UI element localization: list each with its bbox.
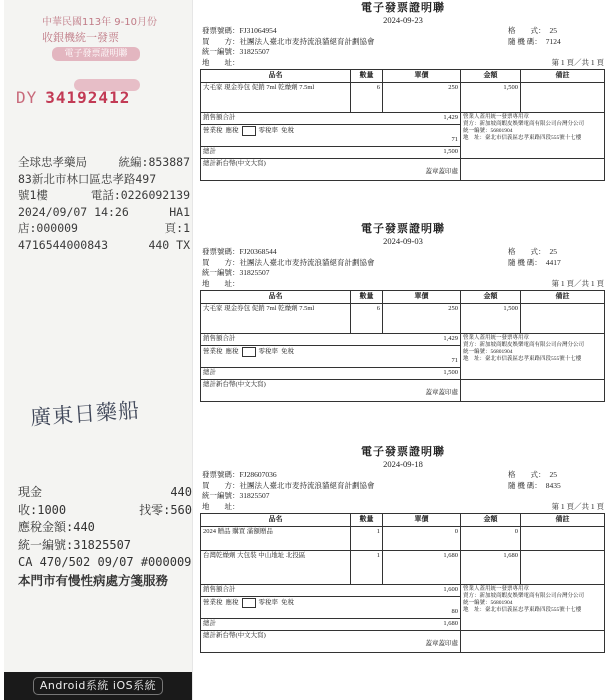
seller-id: 統一編號：56801904	[463, 349, 513, 355]
store-name: 全球忠孝藥局	[18, 155, 87, 169]
store-floor: 號1樓	[18, 188, 48, 202]
receipt-header	[42, 16, 182, 91]
col-note: 備註	[521, 514, 605, 527]
seal-note: 營業人蓋用統一發票專用章	[463, 335, 530, 341]
address-label: 地 址：	[202, 278, 240, 288]
tax-value: 71	[451, 136, 458, 143]
format-value: 25	[549, 470, 557, 479]
invoice-date: 2024-09-18	[383, 459, 423, 469]
random-code-label: 隨 機 碼：	[508, 36, 542, 46]
subtotal-value: 1,429	[443, 335, 458, 342]
receipt-type: 收銀機統一發票	[42, 31, 119, 44]
col-note: 備註	[521, 70, 605, 83]
receipt-datetime: 2024/09/07 14:26	[18, 204, 129, 219]
tax-id-label: 統一編號：	[202, 47, 240, 56]
cash-label: 現金	[18, 485, 43, 499]
col-price: 單價	[383, 291, 461, 304]
item-price: 440 TX	[148, 237, 190, 252]
tax-value: 71	[451, 357, 458, 364]
seller-id: 統一編號：56801904	[463, 128, 513, 134]
col-qty: 數量	[351, 514, 383, 527]
receipt-header-stamp: 電子發票證明聯	[52, 47, 140, 61]
col-qty: 數量	[351, 70, 383, 83]
exempt-label: 免稅	[281, 598, 294, 606]
invoice-date: 2024-09-23	[383, 15, 423, 25]
transaction-line: CA 470/502 09/07 #000009	[18, 555, 192, 569]
col-name: 品名	[201, 70, 351, 83]
random-code-value: 7124	[545, 36, 561, 46]
invoice-3	[200, 446, 606, 653]
item-barcode: 4716544000843	[18, 237, 109, 252]
invoice-1	[200, 2, 606, 181]
buyer-tax-id: 統一編號:31825507	[18, 537, 132, 552]
invoice-number-value: FJ20368544	[239, 247, 277, 256]
random-code-value: 8435	[545, 480, 561, 490]
pharmacy-notice: 本門市有慢性病處方箋服務	[18, 572, 169, 588]
total-words-label: 總計新台幣(中文大寫)	[203, 380, 266, 388]
subtotal-value: 1,600	[443, 586, 458, 593]
receipt-store-info	[18, 154, 190, 253]
app-platform-label: Android系統 iOS系統	[33, 677, 163, 695]
subtotal-label: 銷售額合計	[203, 335, 236, 342]
taxable-checkbox	[242, 598, 256, 608]
total-value: 1,680	[443, 619, 458, 627]
buyer-value: 社團法人臺北市麦持流浪貓絕育計劃協會	[239, 36, 375, 46]
invoice-table	[200, 513, 605, 653]
buyer-value: 社團法人臺北市麦持流浪貓絕育計劃協會	[239, 257, 375, 267]
receipt-page: 頁:1	[164, 221, 190, 235]
store-tax-id: 統編:853887	[118, 155, 190, 169]
invoice-number-value: FJ28607036	[239, 470, 277, 479]
taxable-amount: 應稅金額:440	[18, 520, 95, 534]
address-label: 地 址：	[202, 501, 240, 511]
receipt-store-code: 店:000009	[18, 221, 78, 235]
tax-value: 80	[451, 608, 458, 615]
stamp-label: 蓋章蓋印處	[425, 168, 458, 175]
col-price: 單價	[383, 70, 461, 83]
store-address: 83新北市林口區忠孝路497	[18, 171, 157, 186]
invoice-number: 34192412	[45, 88, 131, 107]
total-label: 總計	[203, 619, 216, 627]
zero-rate-label: 零稅率	[258, 126, 278, 134]
tax-type-label: 營業稅	[203, 598, 223, 606]
buyer-label: 買 方：	[202, 480, 240, 490]
item-price: 250	[383, 304, 461, 334]
format-value: 25	[549, 247, 557, 256]
tax-type-label: 營業稅	[203, 126, 223, 134]
invoice-meta	[200, 26, 606, 68]
taxable-label: 應稅	[225, 598, 239, 606]
col-name: 品名	[201, 291, 351, 304]
buyer-value: 社團法人臺北市麦持流浪貓絕育計劃協會	[239, 480, 375, 490]
taxable-checkbox	[242, 126, 256, 136]
invoice-table	[200, 69, 605, 181]
invoice-number-value: FJ31064954	[239, 26, 277, 35]
col-name: 品名	[201, 514, 351, 527]
total-words-label: 總計新台幣(中文大寫)	[203, 159, 266, 167]
invoice-number-label: 發票號碼：	[202, 470, 240, 479]
subtotal-value: 1,429	[443, 114, 458, 121]
invoice-title: 電子發票證明聯	[361, 446, 445, 458]
receipt-period: 中華民國113年 9-10月份	[42, 17, 157, 28]
seller-address: 地 址：臺北市信義區忠孝東路四段555號十七樓	[463, 356, 582, 362]
col-amount: 金額	[461, 514, 521, 527]
invoice-table	[200, 290, 605, 402]
item-name: 台灣乾燥劑 大包裝 中山地址 北投區	[201, 551, 351, 585]
item-qty: 1	[351, 551, 383, 585]
random-code-label: 隨 機 碼：	[508, 480, 542, 490]
item-name: 大毛家 現金券包 促銷 7ml 乾燥劑 7.5ml	[201, 83, 351, 113]
total-value: 1,500	[443, 147, 458, 155]
table-row	[201, 551, 605, 585]
invoice-number-label: 發票號碼：	[202, 26, 240, 35]
tax-id-value: 31825507	[239, 47, 270, 56]
item-price: 250	[383, 83, 461, 113]
zero-rate-label: 零稅率	[258, 347, 278, 355]
thermal-receipt	[4, 0, 193, 700]
stamp-label: 蓋章蓋印處	[425, 640, 458, 647]
col-amount: 金額	[461, 291, 521, 304]
taxable-checkbox	[242, 347, 256, 357]
taxable-label: 應稅	[225, 126, 239, 134]
item-amount: 1,500	[461, 304, 521, 334]
col-qty: 數量	[351, 291, 383, 304]
tax-id-label: 統一編號：	[202, 491, 240, 500]
page-indicator: 第 1 頁／共 1 頁	[551, 501, 604, 511]
store-phone: 電話:0226092139	[90, 188, 190, 202]
stamp-label: 蓋章蓋印處	[425, 389, 458, 396]
invoice-prefix: DY	[16, 88, 38, 107]
invoice-title: 電子發票證明聯	[361, 2, 445, 14]
total-label: 總計	[203, 147, 216, 155]
table-row	[201, 527, 605, 551]
format-label: 格 式：	[508, 26, 546, 35]
cash-value: 440	[170, 485, 192, 499]
taxable-label: 應稅	[225, 347, 239, 355]
seller-address: 地 址：臺北市信義區忠孝東路四段555號十七樓	[463, 607, 582, 613]
seller-name: 賣方：新加坡商蝦皮娛樂電商有限公司台灣分公司	[463, 121, 585, 127]
item-qty: 6	[351, 83, 383, 113]
item-amount: 1,680	[461, 551, 521, 585]
item-amount: 1,500	[461, 83, 521, 113]
seller-id: 統一編號：56801904	[463, 600, 513, 606]
seal-note: 營業人蓋用統一發票專用章	[463, 586, 530, 592]
invoice-2	[200, 223, 606, 402]
table-row	[201, 83, 605, 113]
format-label: 格 式：	[508, 470, 546, 479]
col-price: 單價	[383, 514, 461, 527]
seller-address: 地 址：臺北市信義區忠孝東路四段555號十七樓	[463, 135, 582, 141]
invoice-date: 2024-09-03	[383, 236, 423, 246]
invoice-meta	[200, 470, 606, 512]
invoice-meta	[200, 247, 606, 289]
receipt-payment	[18, 484, 192, 589]
col-note: 備註	[521, 291, 605, 304]
item-name: 大毛家 現金券包 促銷 7ml 乾燥劑 7.5ml	[201, 304, 351, 334]
exempt-label: 免稅	[281, 126, 294, 134]
exempt-label: 免稅	[281, 347, 294, 355]
seal-note: 營業人蓋用統一發票專用章	[463, 114, 530, 120]
invoice-title: 電子發票證明聯	[361, 223, 445, 235]
address-label: 地 址：	[202, 57, 240, 67]
item-qty: 1	[351, 527, 383, 551]
total-label: 總計	[203, 368, 216, 376]
item-amount: 0	[461, 527, 521, 551]
table-row	[201, 304, 605, 334]
subtotal-label: 銷售額合計	[203, 114, 236, 121]
item-price: 1,680	[383, 551, 461, 585]
page-indicator: 第 1 頁／共 1 頁	[551, 57, 604, 67]
handwritten-signature: 廣東日藥船	[29, 398, 141, 430]
tax-id-value: 31825507	[239, 491, 270, 500]
page-indicator: 第 1 頁／共 1 頁	[551, 278, 604, 288]
received-amount: 收:1000	[18, 502, 67, 517]
receipt-register: HA1	[169, 204, 190, 219]
zero-rate-label: 零稅率	[258, 598, 278, 606]
invoice-number-label: 發票號碼：	[202, 247, 240, 256]
seller-name: 賣方：新加坡商蝦皮娛樂電商有限公司台灣分公司	[463, 342, 585, 348]
buyer-label: 買 方：	[202, 257, 240, 267]
random-code-value: 4417	[545, 257, 561, 267]
receipt-invoice-number	[16, 88, 130, 107]
subtotal-label: 銷售額合計	[203, 586, 236, 593]
tax-id-value: 31825507	[239, 268, 270, 277]
receipt-bottom-bar	[4, 672, 192, 700]
random-code-label: 隨 機 碼：	[508, 257, 542, 267]
total-words-label: 總計新台幣(中文大寫)	[203, 631, 266, 639]
tax-type-label: 營業稅	[203, 347, 223, 355]
change-amount: 找零:560	[139, 502, 192, 517]
total-value: 1,500	[443, 368, 458, 376]
tax-id-label: 統一編號：	[202, 268, 240, 277]
format-value: 25	[549, 26, 557, 35]
item-name: 2024 贈品 購買 滿額贈品	[201, 527, 351, 551]
buyer-label: 買 方：	[202, 36, 240, 46]
item-qty: 6	[351, 304, 383, 334]
seller-name: 賣方：新加坡商蝦皮娛樂電商有限公司台灣分公司	[463, 593, 585, 599]
col-amount: 金額	[461, 70, 521, 83]
format-label: 格 式：	[508, 247, 546, 256]
item-price: 0	[383, 527, 461, 551]
